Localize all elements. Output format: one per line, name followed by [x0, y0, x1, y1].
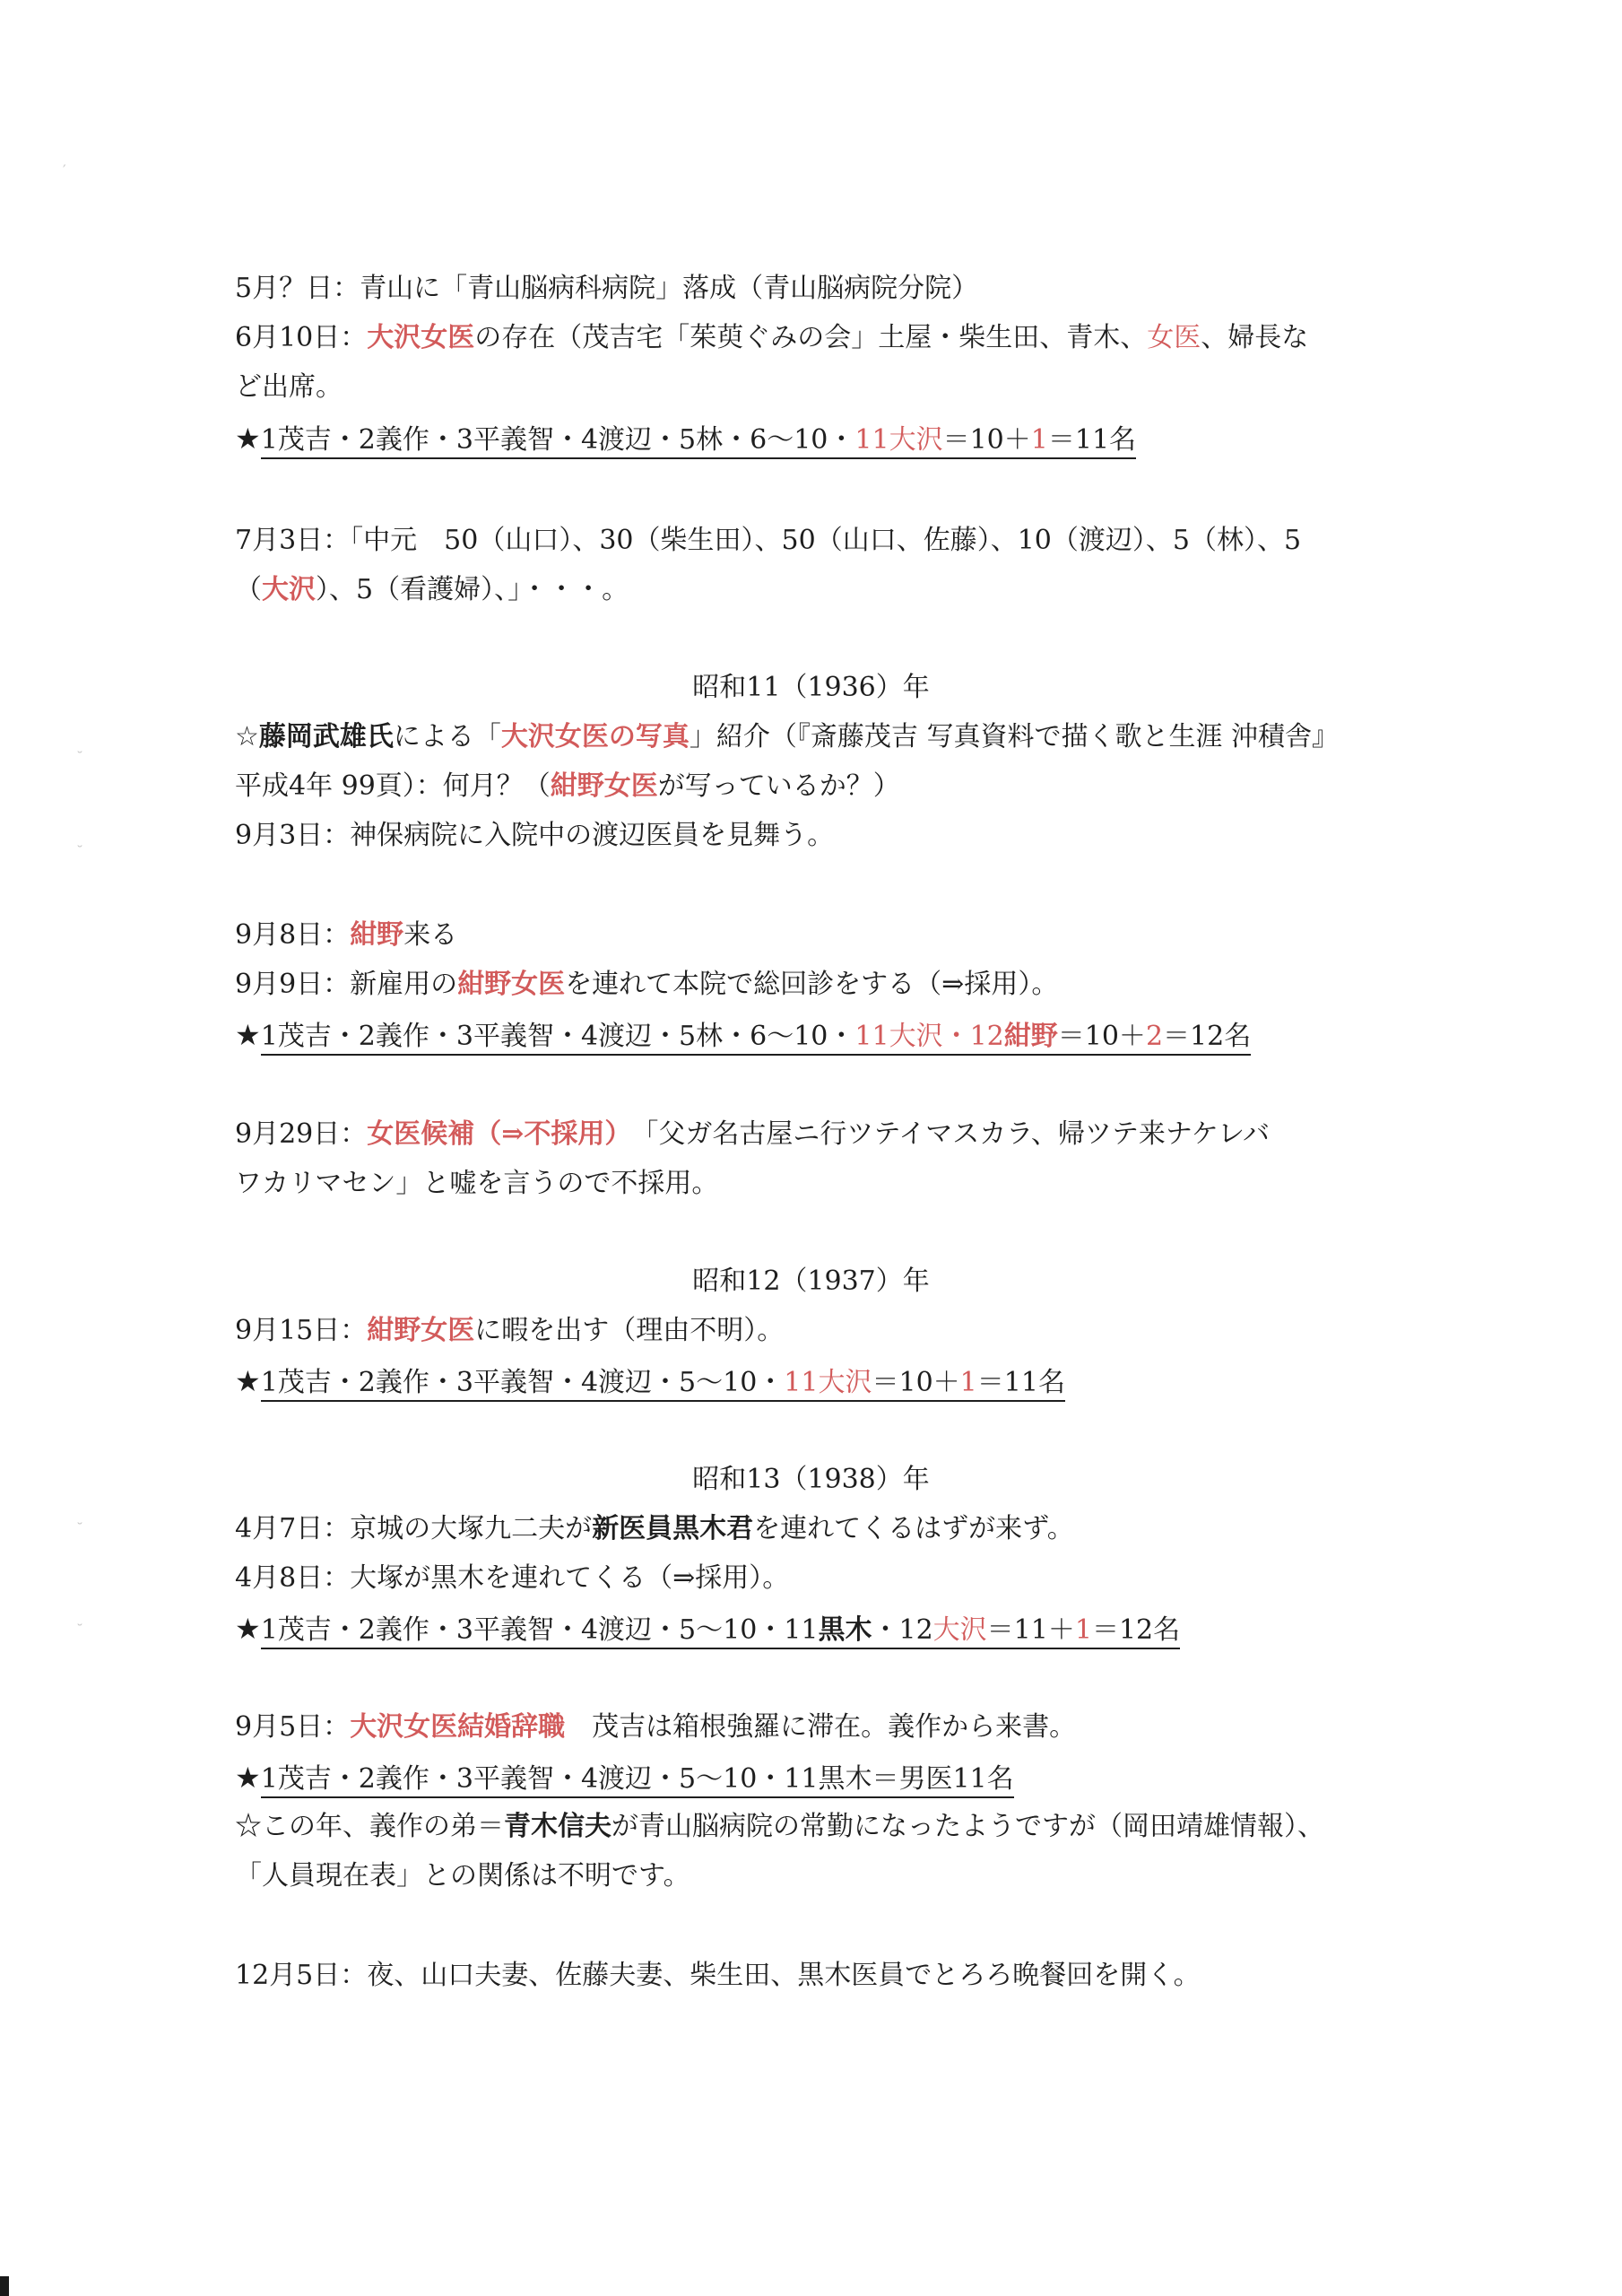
entry-1937-sept-15: 9月15日：紺野女医に暇を出す（理由不明）。	[235, 1315, 785, 1346]
scan-speck: ′	[63, 161, 66, 178]
scan-speck: ˘	[76, 1520, 83, 1537]
entry-july-3-cont: （大沢）、5（看護婦）、」・・・。	[235, 574, 629, 605]
entry-sept-29-cont: ワカリマセン」と嘘を言うので不採用。	[235, 1168, 719, 1199]
year-heading-1938: 昭和13（1938）年	[692, 1464, 930, 1495]
entry-dec-5: 12月5日：夜、山口夫妻、佐藤夫妻、柴生田、黒木医員でとろろ晩餐回を開く。	[235, 1960, 1201, 1991]
entry-fujioka-photo: ☆藤岡武雄氏による「大沢女医の写真」紹介（『斎藤茂吉 写真資料で描く歌と生涯 沖積舎』	[235, 721, 1339, 752]
entry-july-3: 7月3日：「中元 50（山口）、30（柴生田）、50（山口、佐藤）、10（渡辺）、5（林）、5	[235, 525, 1302, 556]
staff-roster-4	[235, 1611, 1180, 1647]
roster-underlined: 1茂吉・2義作・3平義智・4渡辺・5林・6〜10・11大沢＝10＋1＝11名	[261, 424, 1136, 459]
star-icon: ★	[235, 422, 261, 456]
star-icon: ★	[235, 1761, 261, 1795]
entry-june-10-cont: ど出席。	[235, 371, 343, 403]
staff-roster-3	[235, 1363, 1065, 1399]
entry-sept-29: 9月29日：女医候補（⇒不採用） 「父ガ名古屋ニ行ツテイマスカラ、帰ツテ来ナケレバ	[235, 1118, 1271, 1150]
roster-underlined: 1茂吉・2義作・3平義智・4渡辺・5〜10・11大沢＝10＋1＝11名	[261, 1367, 1065, 1402]
scan-speck: ˘	[76, 749, 83, 766]
scan-speck: ˘	[76, 843, 83, 860]
year-heading-1936: 昭和11（1936）年	[692, 672, 930, 703]
scan-speck: ˘	[76, 1622, 83, 1639]
highlight-osawa-doctor: 大沢女医	[367, 322, 475, 353]
staff-roster-1	[235, 421, 1136, 457]
roster-underlined: 1茂吉・2義作・3平義智・4渡辺・5林・6〜10・11大沢・12紺野＝10＋2＝12名	[261, 1021, 1252, 1056]
entry-aoki-nobuo-cont: 「人員現在表」との関係は不明です。	[235, 1860, 690, 1892]
roster-underlined: 1茂吉・2義作・3平義智・4渡辺・5〜10・11黒木・12大沢＝11＋1＝12名	[261, 1614, 1180, 1649]
entry-june-10: 6月10日：大沢女医の存在（茂吉宅「茱萸ぐみの会」土屋・柴生田、青木、女医、婦長な	[235, 322, 1309, 353]
star-icon: ★	[235, 1612, 261, 1646]
roster-underlined: 1茂吉・2義作・3平義智・4渡辺・5〜10・11黒木＝男医11名	[261, 1763, 1014, 1798]
staff-roster-5	[235, 1760, 1014, 1796]
star-icon: ★	[235, 1018, 261, 1052]
year-heading-1937: 昭和12（1937）年	[692, 1265, 930, 1297]
staff-roster-2	[235, 1017, 1251, 1053]
entry-1938-apr-7: 4月7日：京城の大塚九二夫が新医員黒木君を連れてくるはずが来ず。	[235, 1513, 1074, 1544]
entry-1938-sept-5: 9月5日：大沢女医結婚辞職 茂吉は箱根強羅に滞在。義作から来書。	[235, 1711, 1077, 1743]
entry-sept-3: 9月3日：神保病院に入院中の渡辺医員を見舞う。	[235, 820, 835, 851]
entry-1938-apr-8: 4月8日：大塚が黒木を連れてくる（⇒採用）。	[235, 1562, 790, 1594]
scan-edge-mark	[0, 2276, 9, 2296]
star-icon: ★	[235, 1364, 261, 1398]
entry-sept-8: 9月8日：紺野来る	[235, 919, 458, 951]
entry-aoki-nobuo: ☆この年、義作の弟＝青木信夫が青山脳病院の常勤になったようですが（岡田靖雄情報）、	[235, 1811, 1324, 1842]
entry-fujioka-photo-cont: 平成4年 99頁）：何月？（紺野女医が写っているか？）	[235, 770, 900, 802]
entry-may-opening: 5月？日：青山に「青山脳病科病院」落成（青山脳病院分院）	[235, 273, 979, 304]
highlight-female-doctor: 女医	[1147, 322, 1201, 353]
entry-sept-9: 9月9日：新雇用の紺野女医を連れて本院で総回診をする（⇒採用）。	[235, 969, 1059, 1000]
